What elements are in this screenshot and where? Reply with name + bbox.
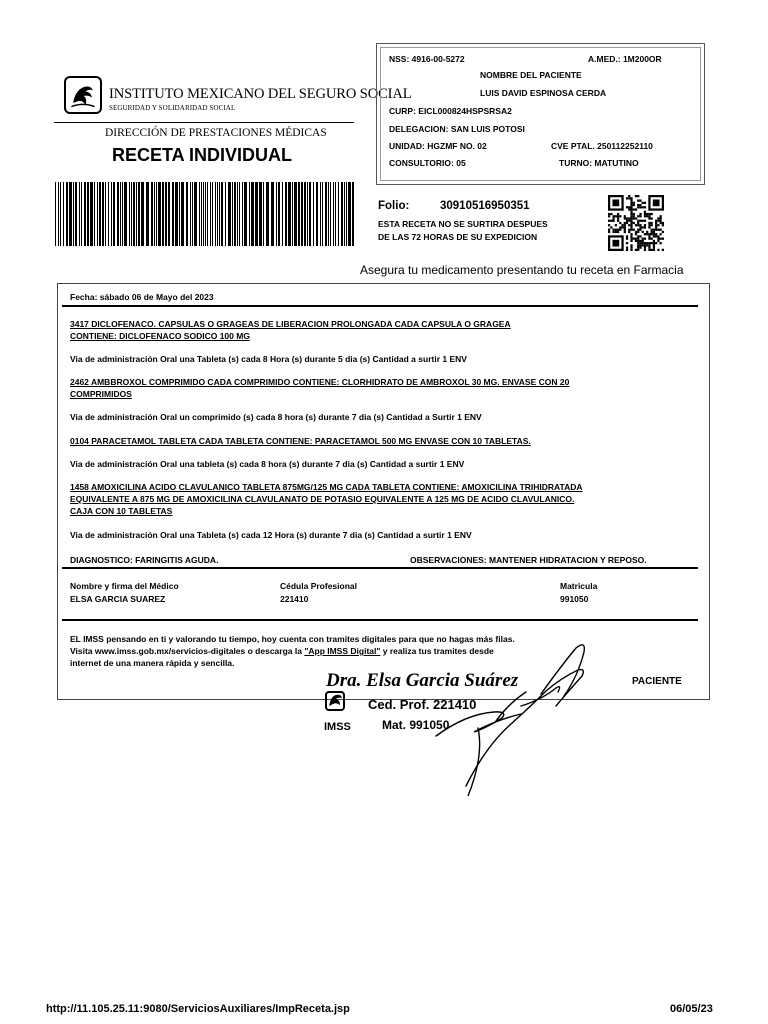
medication-instructions: Via de administración Oral una Tableta (s) cada 8 Hora (s) durante 5 dia (s) Cantidad a surtir 1 ENV [70,354,467,364]
stamp-cedula: Ced. Prof. 221410 [368,697,477,712]
medication-instructions: Via de administración Oral una tableta (s) cada 8 hora (s) durante 7 dia (s) Cantidad a surtir 1 ENV [70,459,465,469]
folio-number: 30910516950351 [440,200,530,212]
qr-code [606,195,666,251]
copy-label: PACIENTE [632,676,682,687]
eagle-emblem-icon [66,78,100,112]
date-divider [62,305,698,307]
doctor-divider [62,619,698,621]
stamp-imss-icon [326,692,344,710]
diagnosis: DIAGNOSTICO: FARINGITIS AGUDA. [70,555,219,565]
medication-description: 0104 PARACETAMOL TABLETA CADA TABLETA CONTIENE: PARACETAMOL 500 MG ENVASE CON 10 TABLETAS. [70,436,531,446]
doctor-name: ELSA GARCIA SUAREZ [70,594,166,604]
cve-ptal: CVE PTAL. 250112252110 [551,141,653,151]
patient-name: LUIS DAVID ESPINOSA CERDA [480,88,607,98]
matricula-number: 991050 [560,594,589,604]
unidad: UNIDAD: HGZMF NO. 02 [389,141,487,151]
delegacion: DELEGACION: SAN LUIS POTOSI [389,124,525,134]
doctor-name-label: Nombre y firma del Médico [70,581,179,591]
medication-description: 1458 AMOXICILINA ACIDO CLAVULANICO TABLETA 875MG/125 MG CADA TABLETA CONTIENE: AMOXICILINA TRIHIDRATADA [70,482,583,492]
barcode [55,182,355,246]
header-divider [54,122,354,123]
curp: CURP: EICL000824HSPSRSA2 [389,106,512,116]
cedula-label: Cédula Profesional [280,581,357,591]
stamp-mat: Mat. 991050 [382,718,450,732]
digital-notice-text: Visita www.imss.gob.mx/servicios-digitales o descarga la [70,646,305,656]
patient-name-label: NOMBRE DEL PACIENTE [480,70,582,80]
matricula-label: Matricula [560,581,598,591]
medication-description: 3417 DICLOFENACO. CAPSULAS O GRAGEAS DE LIBERACION PROLONGADA CADA CAPSULA O GRAGEA [70,319,511,329]
nss: NSS: 4916-00-5272 [389,54,465,64]
print-date: 06/05/23 [670,1003,713,1015]
digital-notice-line1: EL IMSS pensando en ti y valorando tu tiempo, hoy cuenta con tramites digitales para que no hagas más filas. [70,634,515,644]
medication-instructions: Via de administración Oral un comprimido (s) cada 8 hora (s) durante 7 dia (s) Cantidad a Surtir 1 ENV [70,412,482,422]
observations: OBSERVACIONES: MANTENER HIDRATACION Y REPOSO. [410,555,647,565]
digital-notice-text: y realiza tus tramites desde [380,646,494,656]
doctor-stamp-signature [316,636,616,796]
document-title: RECETA INDIVIDUAL [112,145,292,165]
medication-description: 2462 AMBBROXOL COMPRIMIDO CADA COMPRIMIDO CONTIENE: CLORHIDRATO DE AMBROXOL 30 MG. ENVASE CON 20 [70,377,570,387]
medication-description: CAJA CON 10 TABLETAS [70,506,173,516]
app-imss-digital-link[interactable]: "App IMSS Digital" [304,646,381,656]
institution-motto: SEGURIDAD Y SOLIDARIDAD SOCIAL [109,104,236,112]
handwritten-signature [436,645,584,796]
cedula-number: 221410 [280,594,309,604]
prescription-date: Fecha: sábado 06 de Mayo del 2023 [70,292,214,302]
turno: TURNO: MATUTINO [559,158,639,168]
medication-description: EQUIVALENTE A 875 MG DE AMOXICILINA CLAVULANATO DE POTASIO EQUIVALENTE A 125 MG DE ACIDO CLAVULANICO. [70,494,575,504]
amed: A.MED.: 1M200OR [588,54,662,64]
medication-description: CONTIENE: DICLOFENACO SODICO 100 MG [70,331,250,341]
page-url: http://11.105.25.11:9080/ServiciosAuxiliares/ImpReceta.jsp [46,1003,350,1015]
department-name: DIRECCIÓN DE PRESTACIONES MÉDICAS [105,127,327,139]
medication-description: COMPRIMIDOS [70,389,132,399]
diagnosis-divider [62,567,698,569]
folio-label: Folio: [378,200,410,212]
medication-instructions: Via de administración Oral una Tableta (s) cada 12 Hora (s) durante 7 dia (s) Cantidad a surtir 1 ENV [70,530,472,540]
consultorio: CONSULTORIO: 05 [389,158,466,168]
imss-logo [64,76,102,114]
expiry-note-line2: DE LAS 72 HORAS DE SU EXPEDICION [378,232,538,242]
stamp-doctor-name: Dra. Elsa Garcia Suárez [326,670,519,691]
pharmacy-tagline: Asegura tu medicamento presentando tu receta en Farmacia [360,263,684,277]
expiry-note-line1: ESTA RECETA NO SE SURTIRA DESPUES [378,219,548,229]
stamp-org: IMSS [324,721,351,733]
digital-notice-line3: internet de una manera rápida y sencilla. [70,658,235,668]
institution-name: INSTITUTO MEXICANO DEL SEGURO SOCIAL [109,86,412,102]
